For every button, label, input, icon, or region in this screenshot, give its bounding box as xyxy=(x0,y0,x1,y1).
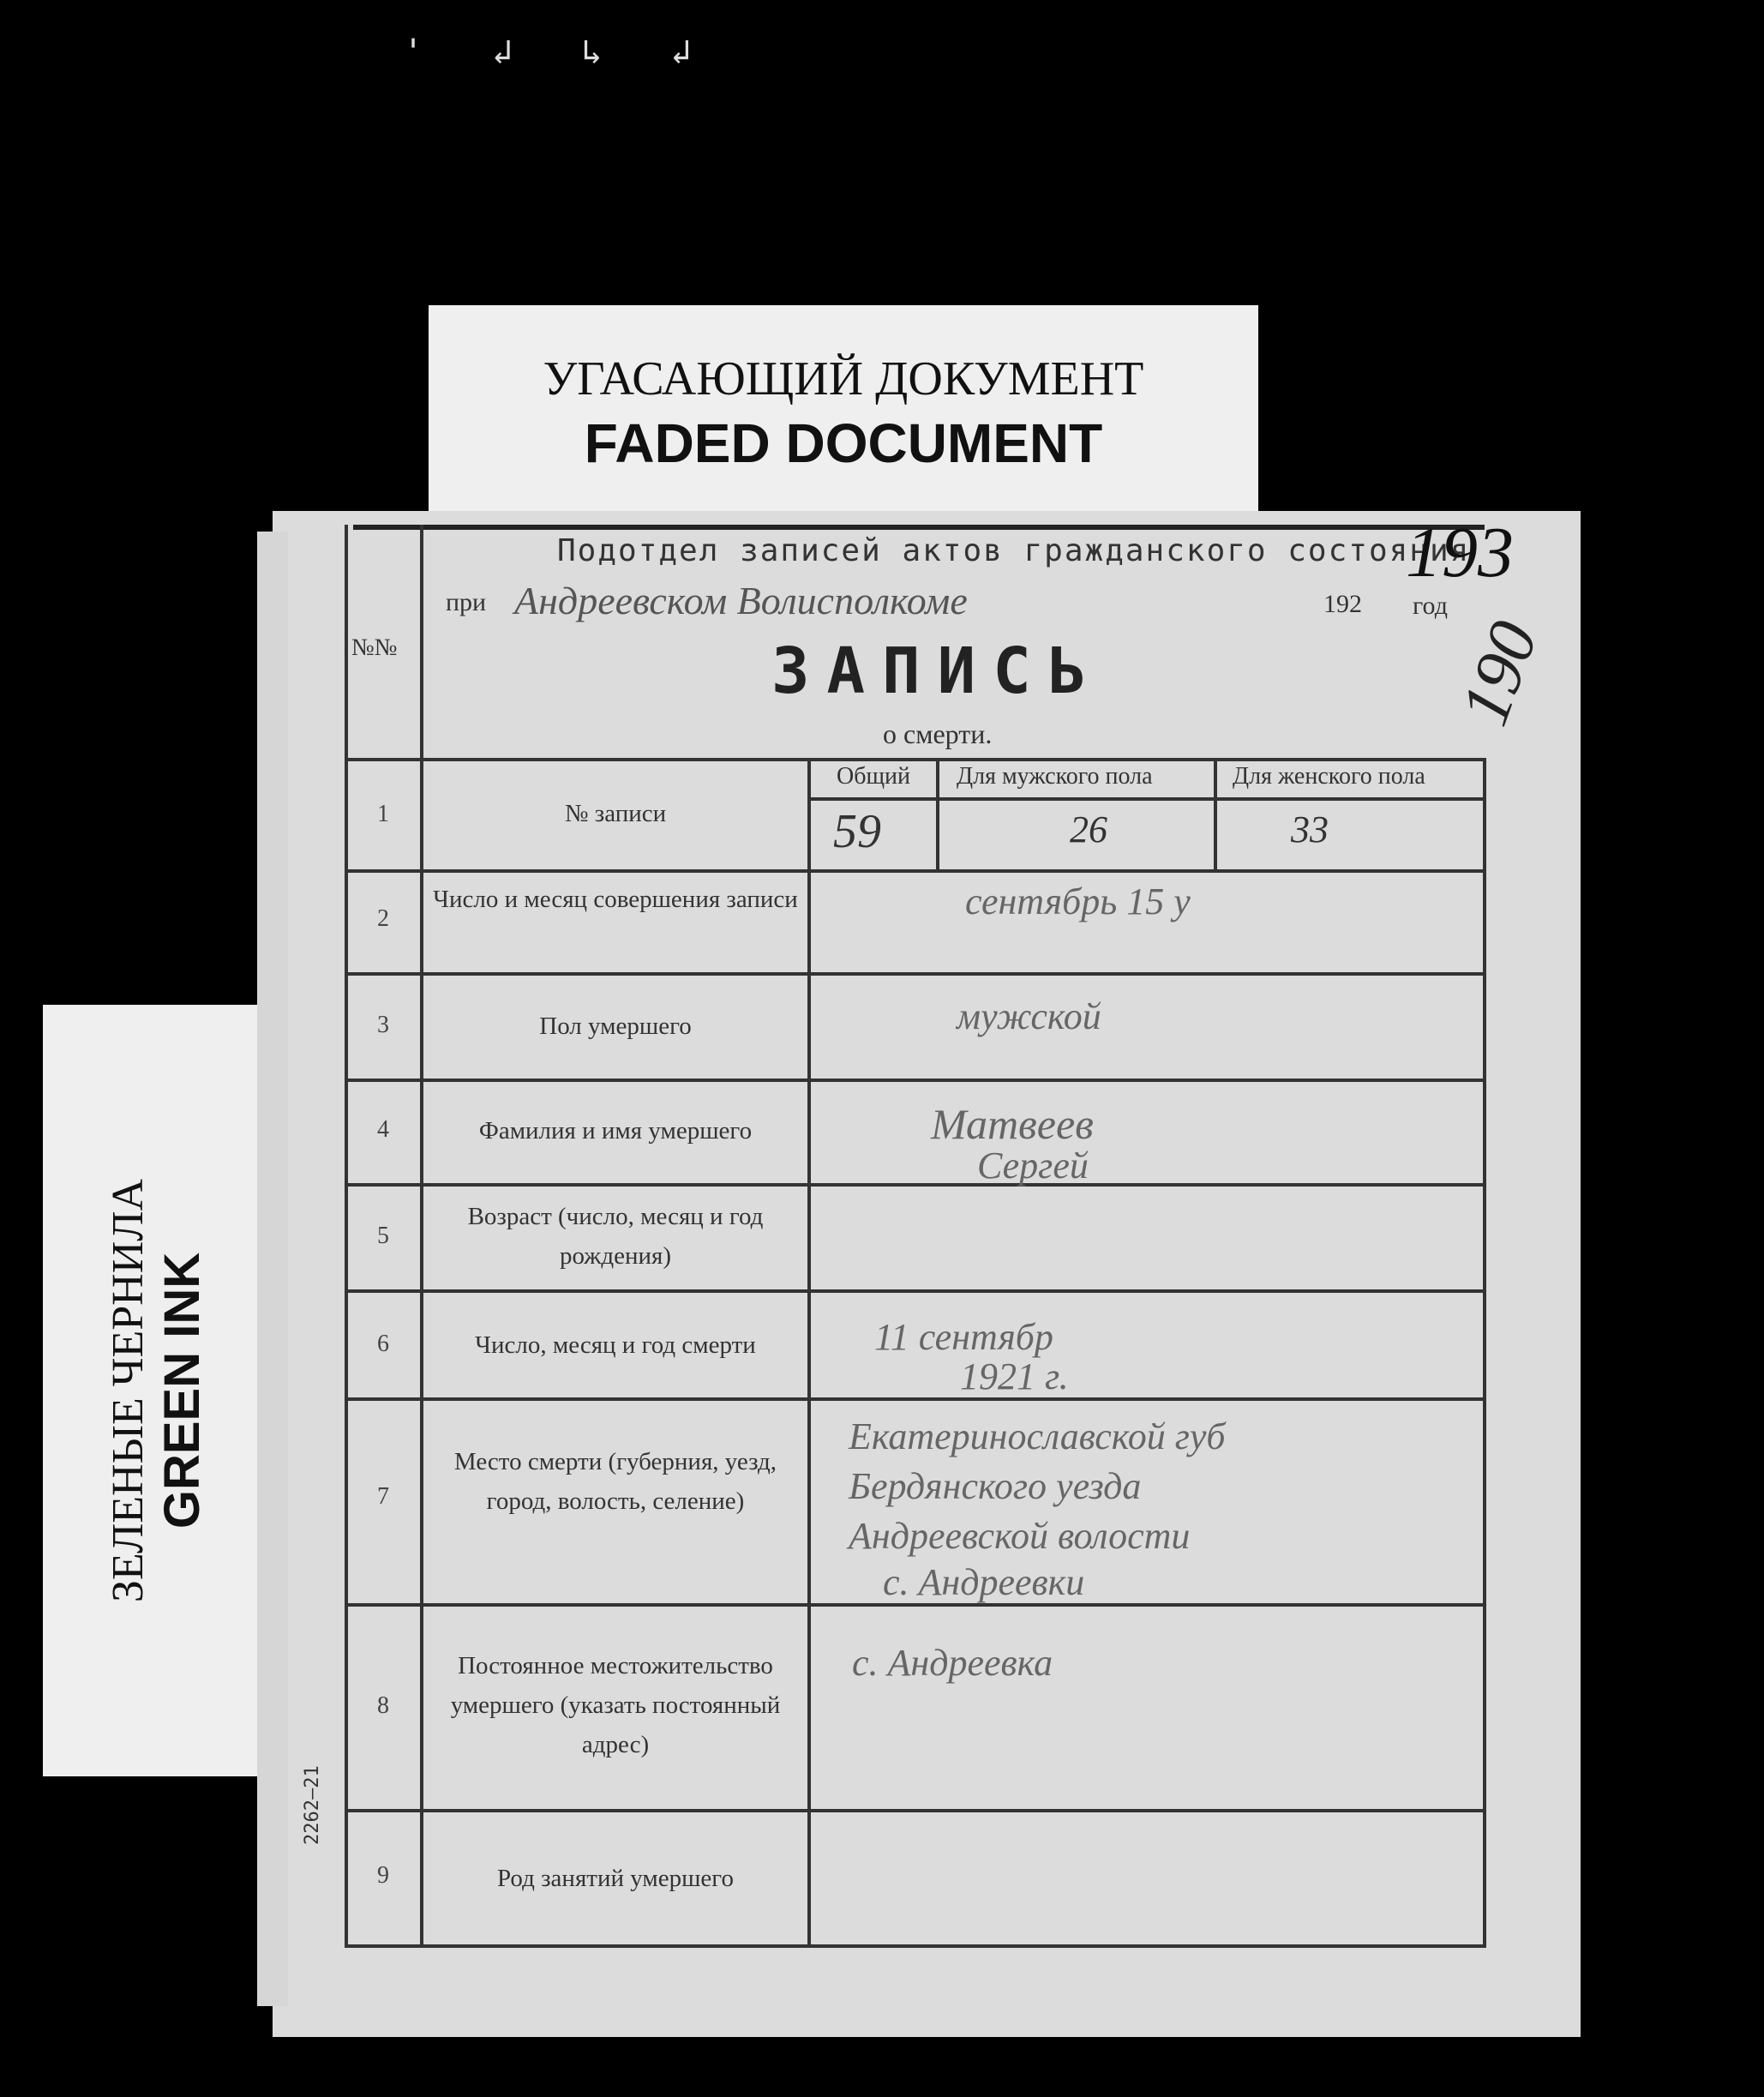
row-label: Постоянное местожительство умершего (указать постоянный адрес) xyxy=(450,1652,781,1758)
record-number-general: 59 xyxy=(833,805,881,858)
death-date-handwritten: 11 сентябр xyxy=(874,1316,1053,1358)
row-label: Число, месяц и год смерти xyxy=(475,1331,756,1359)
record-number-female: 33 xyxy=(1291,808,1329,850)
col-male: Для мужского пола xyxy=(957,763,1153,790)
green-ink-label xyxy=(43,1005,271,1776)
col-female: Для женского пола xyxy=(1233,763,1425,790)
executive-committee-handwritten: Андреевском Волисполкоме xyxy=(514,579,968,622)
faded-document-label xyxy=(429,305,1258,511)
registry-department: Подотдел записей актов гражданского состояния xyxy=(557,533,1471,568)
green-label-ru: ЗЕЛЕНЫЕ ЧЕРНИЛА xyxy=(104,1178,153,1603)
grid-line xyxy=(345,972,1485,976)
row-label: Пол умершего xyxy=(539,1012,692,1040)
header-border xyxy=(353,525,1485,530)
number-column-label: №№ xyxy=(351,634,398,661)
grid-line xyxy=(345,869,1485,873)
top-marks: ' ↲ ↳ ↲ xyxy=(403,33,716,72)
row-label: Род занятий умершего xyxy=(497,1865,734,1892)
faded-label-en: FADED DOCUMENT xyxy=(584,412,1103,474)
row-number: 4 xyxy=(377,1116,389,1143)
death-place-district: Бердянского уезда xyxy=(849,1465,1142,1507)
sex-handwritten: мужской xyxy=(957,995,1101,1037)
row-number: 1 xyxy=(377,801,389,827)
death-place-province: Екатеринославской губ xyxy=(849,1415,1226,1457)
surname-handwritten: Матвеев xyxy=(931,1100,1094,1148)
grid-line xyxy=(936,758,939,869)
form-code: 2262—21 xyxy=(302,1765,323,1845)
row-label: Число и месяц совершения записи xyxy=(433,886,798,913)
residence-handwritten: с. Андреевка xyxy=(852,1642,1053,1684)
row-label: Место смерти (губерния, уезд, город, волость, селение) xyxy=(453,1448,777,1515)
row-number: 5 xyxy=(377,1223,389,1249)
death-place-village: с. Андреевки xyxy=(883,1561,1085,1603)
death-place-volost: Андреевской волости xyxy=(849,1515,1191,1557)
grid-line xyxy=(345,1809,1485,1812)
handwritten-number-193: 193 xyxy=(1406,513,1514,592)
faded-label-ru: УГАСАЮЩИЙ ДОКУМЕНТ xyxy=(543,352,1144,406)
grid-line xyxy=(420,525,423,1948)
torn-edge xyxy=(257,532,288,2006)
grid-line xyxy=(345,1183,1485,1187)
grid-line xyxy=(345,525,348,1948)
row-number: 7 xyxy=(377,1483,389,1510)
grid-line xyxy=(345,1397,1485,1401)
handwritten-number-190: 190 xyxy=(1446,611,1553,735)
row-number: 8 xyxy=(377,1692,389,1719)
row-number: 2 xyxy=(377,905,389,932)
grid-line xyxy=(807,797,1485,801)
first-name-handwritten: Сергей xyxy=(977,1145,1089,1187)
grid-line xyxy=(1483,758,1486,1948)
record-number-male: 26 xyxy=(1070,808,1107,850)
grid-line xyxy=(345,1944,1485,1948)
row-label: Фамилия и имя умершего xyxy=(478,1117,753,1145)
year-prefix: 192 xyxy=(1323,590,1362,618)
grid-line xyxy=(345,758,1485,761)
record-subtitle: о смерти. xyxy=(883,718,993,749)
row-number: 9 xyxy=(377,1862,389,1889)
grid-line xyxy=(345,1289,1485,1293)
row-number: 6 xyxy=(377,1331,389,1357)
row-label: № записи xyxy=(564,800,667,827)
row-number: 3 xyxy=(377,1012,389,1038)
green-label-en: GREEN INK xyxy=(154,1252,210,1529)
death-year-handwritten: 1921 г. xyxy=(960,1355,1069,1397)
god-label: год xyxy=(1413,592,1448,620)
row-label: Возраст (число, месяц и год рождения) xyxy=(467,1203,764,1270)
pri-label: при xyxy=(446,588,487,616)
col-general: Общий xyxy=(837,763,910,790)
grid-line xyxy=(345,1079,1485,1082)
grid-line xyxy=(1214,758,1217,869)
record-date-handwritten: сентябрь 15 у xyxy=(965,880,1191,922)
grid-line xyxy=(807,758,811,1948)
record-title: ЗАПИСЬ xyxy=(771,634,1104,708)
